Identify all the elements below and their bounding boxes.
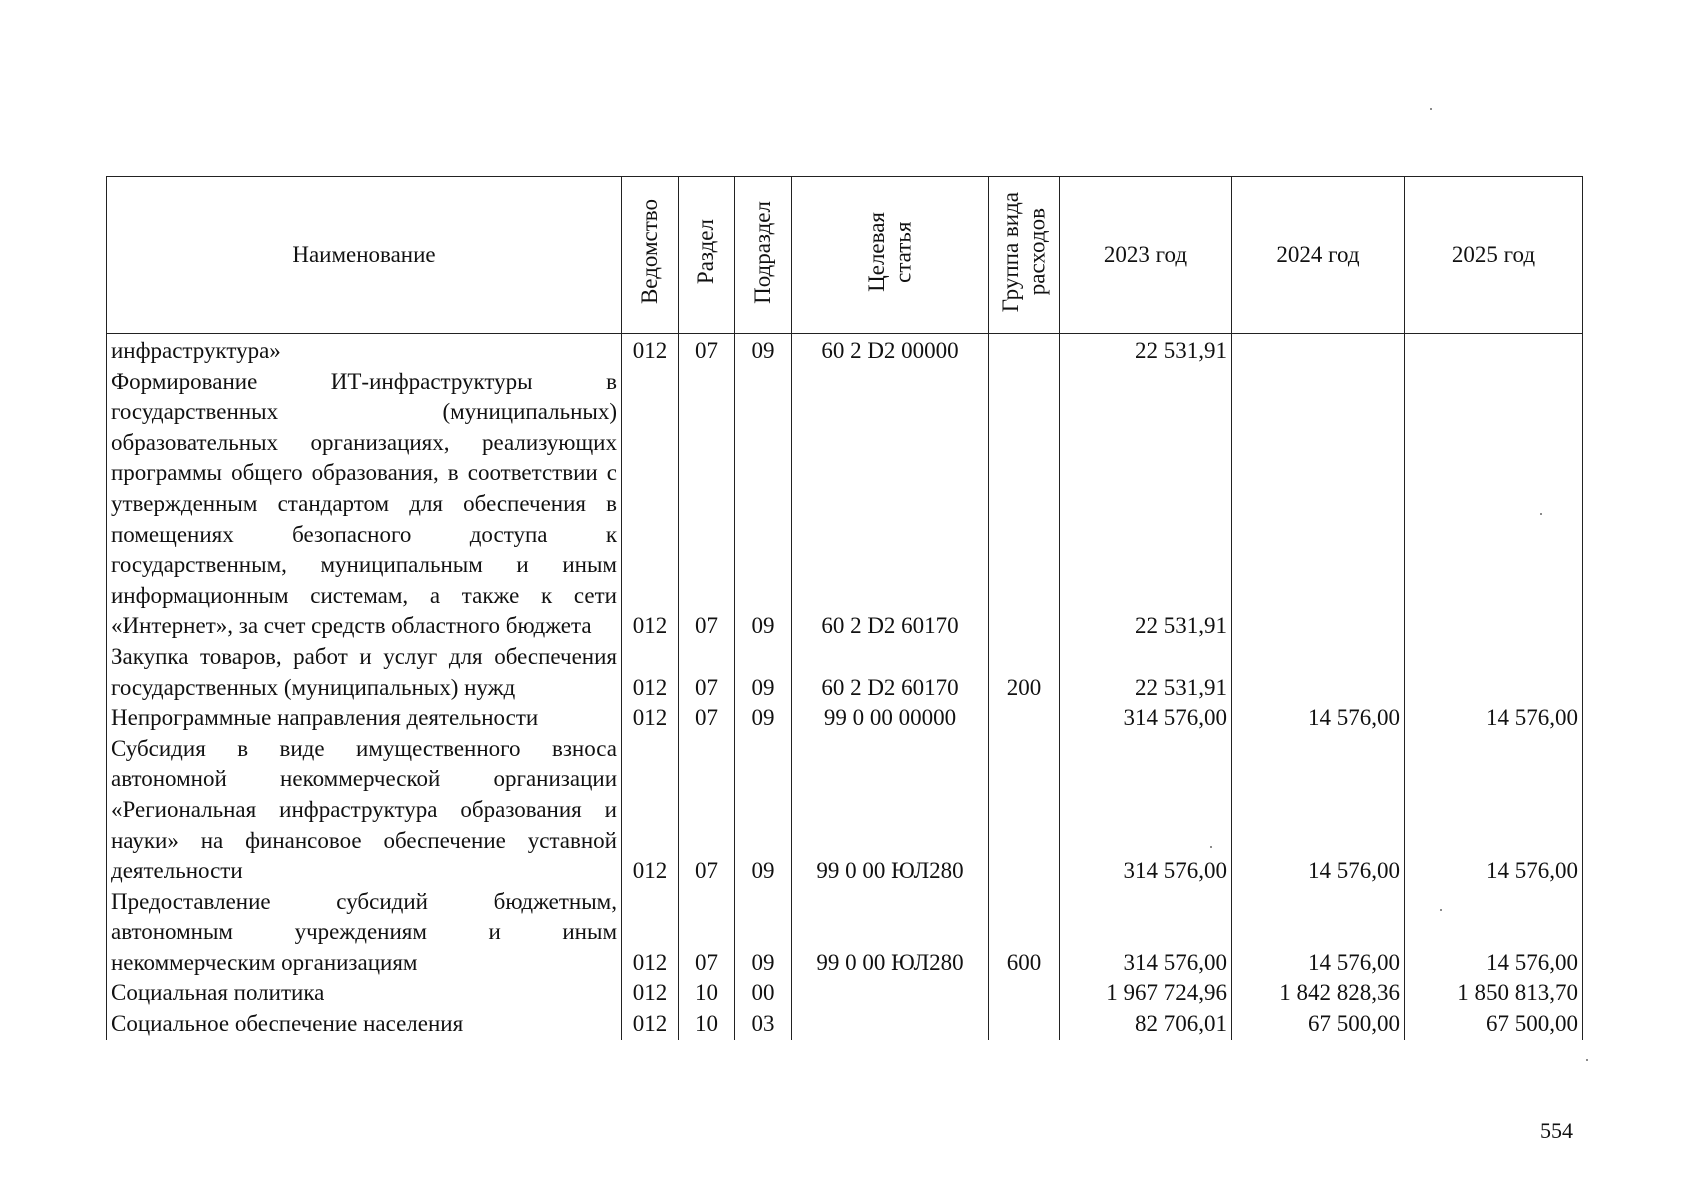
row-expense-group: 200 [989,642,1060,703]
row-2023: 22 531,91 [1060,642,1232,703]
row-section: 07 [679,334,735,367]
header-2025 [1405,177,1583,334]
scan-speck [1440,909,1442,911]
row-2023: 1 967 724,96 [1060,978,1232,1009]
row-section: 10 [679,978,735,1009]
row-2025 [1405,642,1583,703]
table-row [107,703,1583,734]
row-2024 [1232,334,1405,367]
row-target-article: 60 2 D2 00000 [792,334,989,367]
header-2025-label: 2025 год [1451,242,1536,267]
row-name: Закупка товаров, работ и услуг для обеспечения государственных (муниципальных) нужд [107,642,622,703]
header-section-label: Раздел [693,219,719,285]
row-expense-group [989,367,1060,642]
row-name: Субсидия в виде имущественного взноса автономной некоммерческой организации «Региональная инфраструктура образования и науки» на финансовое обеспечение уставной деятельности [107,734,622,887]
row-subsection: 09 [735,642,792,703]
row-department: 012 [622,887,679,979]
row-subsection: 00 [735,978,792,1009]
scan-speck [1430,108,1432,110]
scan-speck [1586,1059,1588,1061]
row-section: 07 [679,703,735,734]
header-section [679,177,735,334]
header-department [622,177,679,334]
row-2024: 14 576,00 [1232,703,1405,734]
row-expense-group: 600 [989,887,1060,979]
header-2024-label: 2024 год [1276,242,1360,267]
row-target-article: 99 0 00 00000 [792,703,989,734]
row-2023: 314 576,00 [1060,887,1232,979]
row-2025: 67 500,00 [1405,1009,1583,1040]
header-subsection-label: Подраздел [749,200,775,304]
row-department: 012 [622,978,679,1009]
scan-speck [1540,513,1542,515]
row-name: Предоставление субсидий бюджетным, автономным учреждениям и иным некоммерческим организациям [107,887,622,979]
row-name: Социальная политика [107,978,622,1009]
row-2023: 22 531,91 [1060,367,1232,642]
header-name [107,177,622,334]
row-2023: 22 531,91 [1060,334,1232,367]
row-expense-group [989,334,1060,367]
row-2025 [1405,367,1583,642]
table-row [107,978,1583,1009]
row-section: 07 [679,642,735,703]
table-row [107,734,1583,887]
row-expense-group [989,703,1060,734]
row-subsection: 03 [735,1009,792,1040]
table-row [107,642,1583,703]
row-name: Формирование ИТ-инфраструктуры в государственных (муниципальных) образовательных организациях, реализующих программы общего образования, в соответствии с утвержденным стандартом для обеспечения в помещениях безопасного доступа к государственным, муниципальным и иным информационным системам, а также к сети «Интернет», за счет средств областного бюджета [107,367,622,642]
row-section: 07 [679,887,735,979]
budget-table [106,176,1583,1040]
row-section: 07 [679,734,735,887]
row-2025 [1405,334,1583,367]
row-subsection: 09 [735,367,792,642]
row-2023: 82 706,01 [1060,1009,1232,1040]
table-row [107,334,1583,367]
row-2024: 14 576,00 [1232,734,1405,887]
table-header-row [107,177,1583,334]
row-subsection: 09 [735,734,792,887]
table-row [107,887,1583,979]
row-2024: 1 842 828,36 [1232,978,1405,1009]
row-section: 10 [679,1009,735,1040]
row-2025: 1 850 813,70 [1405,978,1583,1009]
header-department-label: Ведомство [636,199,662,305]
table-row [107,367,1583,642]
header-2023-label: 2023 год [1103,242,1188,267]
row-subsection: 09 [735,887,792,979]
row-name: Социальное обеспечение населения [107,1009,622,1040]
row-name: Непрограммные направления деятельности [107,703,622,734]
row-2024: 14 576,00 [1232,887,1405,979]
row-expense-group [989,734,1060,887]
header-name-label: Наименование [292,242,436,267]
row-department: 012 [622,703,679,734]
row-department: 012 [622,334,679,367]
header-2023 [1060,177,1232,334]
table-row [107,1009,1583,1040]
row-2023: 314 576,00 [1060,734,1232,887]
row-department: 012 [622,1009,679,1040]
header-target-article [792,177,989,334]
row-name: инфраструктура» [107,334,622,367]
row-target-article [792,978,989,1009]
header-expense-group [989,177,1060,334]
row-department: 012 [622,367,679,642]
row-subsection: 09 [735,703,792,734]
header-target-article-label: Целевая статья [863,212,915,292]
scan-speck [1210,846,1212,848]
row-2025: 14 576,00 [1405,887,1583,979]
row-target-article: 99 0 00 ЮЛ280 [792,734,989,887]
row-department: 012 [622,734,679,887]
row-expense-group [989,1009,1060,1040]
row-department: 012 [622,642,679,703]
header-expense-group-label: Группа вида расходов [997,191,1049,313]
row-target-article: 60 2 D2 60170 [792,367,989,642]
row-section: 07 [679,367,735,642]
row-2024 [1232,642,1405,703]
row-2025: 14 576,00 [1405,734,1583,887]
row-2023: 314 576,00 [1060,703,1232,734]
header-subsection [735,177,792,334]
row-target-article [792,1009,989,1040]
row-2025: 14 576,00 [1405,703,1583,734]
row-2024: 67 500,00 [1232,1009,1405,1040]
row-subsection: 09 [735,334,792,367]
header-2024 [1232,177,1405,334]
page-number: 554 [1540,1118,1573,1143]
row-target-article: 60 2 D2 60170 [792,642,989,703]
row-2024 [1232,367,1405,642]
row-expense-group [989,978,1060,1009]
row-target-article: 99 0 00 ЮЛ280 [792,887,989,979]
